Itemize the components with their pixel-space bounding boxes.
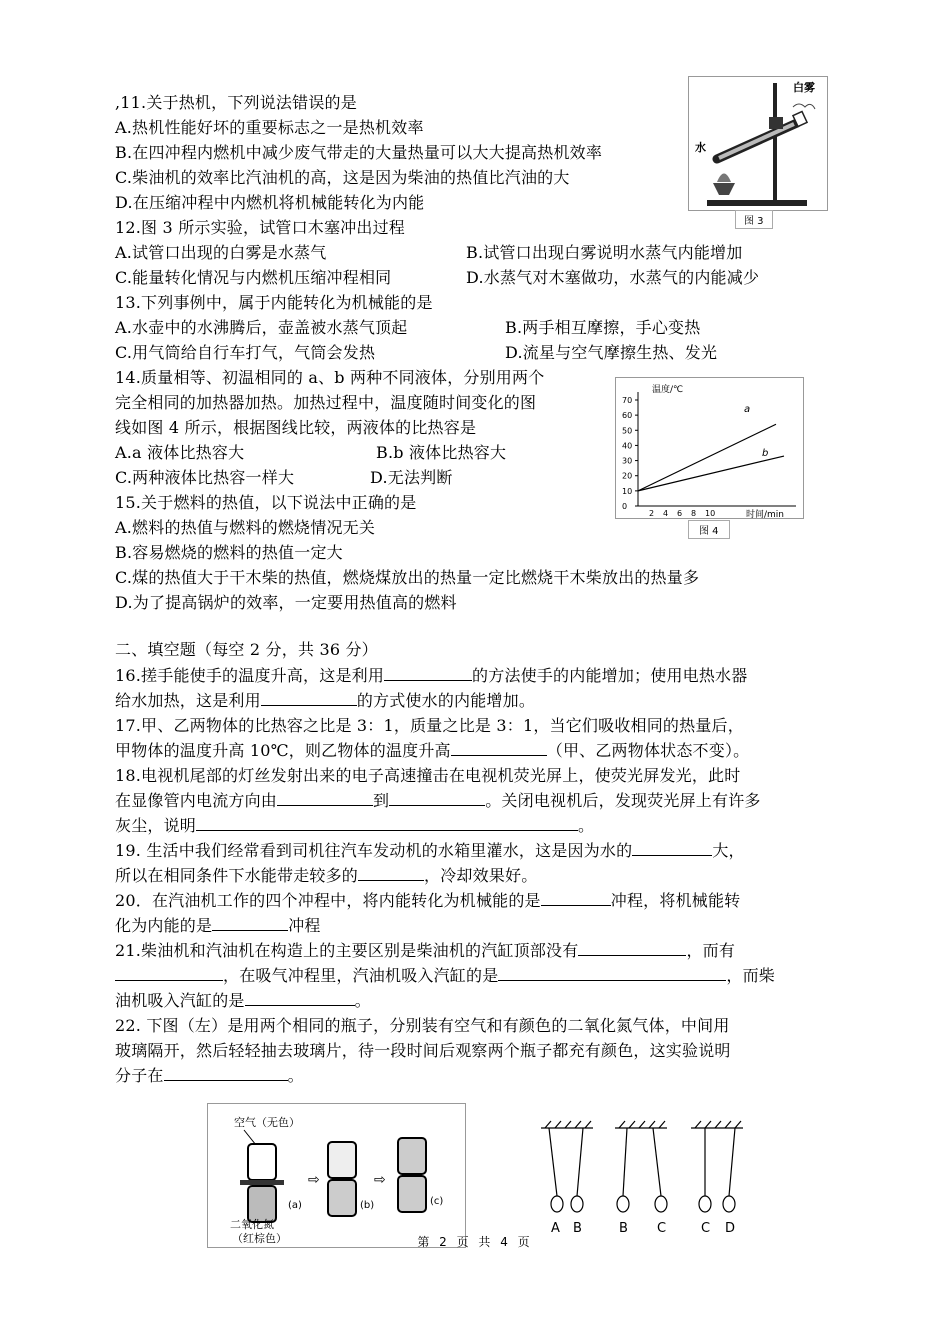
q15-option-b: B.容易燃烧的燃料的热值一定大 [115,543,343,562]
answer-blank[interactable] [115,966,223,981]
q14-line1: 14.质量相等、初温相同的 a、b 两种不同液体，分别用两个 [115,368,545,387]
answer-blank[interactable] [541,891,611,906]
q11-option-d: D.在压缩冲程中内燃机将机械能转化为内能 [115,193,425,212]
series-b-label: b [762,448,769,459]
fog-label: 白雾 [793,81,815,94]
q13-option-b: B.两手相互摩擦，手心变热 [505,318,701,337]
y-tick-label: 60 [622,411,633,421]
section-heading: 二、填空题（每空 2 分，共 36 分） [115,640,378,659]
q22-line2: 玻璃隔开，然后轻轻抽去玻璃片，待一段时间后观察两个瓶子都充有颜色，这实验说明 [115,1041,731,1060]
q19-line1: 19. 生活中我们经常看到司机往汽车发动机的水箱里灌水，这是因为水的 大， [115,841,745,860]
q12-option-d: D.水蒸气对木塞做功，水蒸气的内能减少 [466,268,760,287]
y-tick-label: 20 [622,471,633,481]
series-a-label: a [744,404,751,415]
q20-line1: 20．在汽油机工作的四个冲程中，将内能转化为机械能的是 冲程，将机械能转 [115,891,741,910]
q13-option-c: C.用气筒给自行车打气，气筒会发热 [115,343,376,362]
figure-4-chart [615,377,804,537]
q11-option-a: A.热机性能好坏的重要标志之一是热机效率 [115,118,424,137]
q16-line1: 16.搓手能使手的温度升高，这是利用 的方法使手的内能增加；使用电热水器 [115,666,748,685]
q14-line3: 线如图 4 所示，根据图线比较，两液体的比热容是 [115,418,477,437]
pendulum-label: D [725,1221,736,1236]
q13-stem: 13.下列事例中，属于内能转化为机械能的是 [115,293,433,312]
q14-option-b: B.b 液体比热容大 [376,443,507,462]
y-tick-label: 30 [622,456,633,466]
q16-line2: 给水加热，这是利用 的方式使水的内能增加。 [115,691,536,710]
q21-line3: 油机吸入汽缸的是 。 [115,991,371,1010]
q14-option-a: A.a 液体比热容大 [115,443,245,462]
answer-blank[interactable] [261,691,357,706]
q18-line3: 灰尘，说明 。 [115,816,595,835]
y-tick-label: 40 [622,441,633,451]
x-tick-label: 4 [663,509,669,518]
q22-line3: 分子在 。 [115,1066,304,1085]
no2-label: 二氧化氮 [230,1218,274,1231]
answer-blank[interactable] [384,666,472,681]
x-tick-label: 6 [677,509,683,518]
q14-option-d: D.无法判断 [370,468,453,487]
y-axis-label: 温度/℃ [652,385,684,395]
q13-option-a: A.水壶中的水沸腾后，壶盖被水蒸气顶起 [115,318,408,337]
answer-blank[interactable] [212,916,288,931]
diffusion-figure [207,1103,466,1248]
q14-option-c: C.两种液体比热容一样大 [115,468,295,487]
color-label: （红棕色） [232,1232,287,1245]
label-c: (c) [430,1196,444,1207]
pendulum-label: C [657,1221,667,1236]
q11-option-b: B.在四冲程内燃机中减少废气带走的大量热量可以大大提高热机效率 [115,143,603,162]
answer-blank[interactable] [498,966,726,981]
label-b: (b) [360,1200,375,1211]
q13-option-d: D.流星与空气摩擦生热、发光 [505,343,718,362]
pendulum-label: B [619,1221,628,1236]
x-tick-label: 10 [705,509,716,518]
q21-line2: ，在吸气冲程里，汽油机吸入汽缸的是 ，而柴 [115,966,775,986]
y-tick-label: 70 [622,396,633,405]
q22-line1: 22. 下图（左）是用两个相同的瓶子，分别装有空气和有颜色的二氧化氮气体，中间用 [115,1016,730,1035]
series-line-b [638,456,784,491]
y-tick-label: 0 [622,502,628,511]
q11-stem: ,11.关于热机，下列说法错误的是 [115,93,357,112]
answer-blank[interactable] [277,791,373,806]
q17-line1: 17.甲、乙两物体的比热容之比是 3：1，质量之比是 3：1，当它们吸收相同的热量后， [115,716,744,735]
q21-line1: 21.柴油机和汽油机在构造上的主要区别是柴油机的汽缸顶部没有 ，而有 [115,941,736,960]
x-tick-label: 8 [691,509,697,518]
answer-blank[interactable] [196,816,578,831]
q11-option-c: C.柴油机的效率比汽油机的高，这是因为柴油的热值比汽油的大 [115,168,570,187]
q19-line2: 所以在相同条件下水能带走较多的 ，冷却效果好。 [115,866,538,885]
arrow-icon: ⇨ [308,1172,320,1188]
y-tick-label: 50 [622,426,633,436]
pendulum-figure [535,1118,755,1238]
pendulum-label: A [551,1221,560,1236]
pendulum-label: B [573,1221,582,1236]
q20-line2: 化为内能的是 冲程 [115,916,321,935]
page-footer: 第 2 页 共 4 页 [417,1235,533,1249]
air-label: 空气（无色） [234,1116,300,1129]
arrow-icon: ⇨ [374,1172,386,1188]
answer-blank[interactable] [358,866,424,881]
figure-3-test-tube [688,76,828,227]
q15-option-c: C.煤的热值大于干木柴的热值，燃烧煤放出的热量一定比燃烧干木柴放出的热量多 [115,568,700,587]
label-a: (a) [288,1200,302,1211]
y-tick-label: 10 [622,486,633,496]
q12-option-a: A.试管口出现的白雾是水蒸气 [115,243,327,262]
answer-blank[interactable] [164,1066,288,1081]
q15-stem: 15.关于燃料的热值，以下说法中正确的是 [115,493,417,512]
q12-option-c: C.能量转化情况与内燃机压缩冲程相同 [115,268,392,287]
q12-option-b: B.试管口出现白雾说明水蒸气内能增加 [466,243,743,262]
water-label: 水 [695,141,706,154]
q17-line2: 甲物体的温度升高 10℃，则乙物体的温度升高 （甲、乙两物体状态不变）。 [115,741,750,760]
answer-blank[interactable] [389,791,485,806]
q12-stem: 12.图 3 所示实验，试管口木塞冲出过程 [115,218,405,237]
answer-blank[interactable] [578,941,686,956]
q15-option-d: D.为了提高锅炉的效率，一定要用热值高的燃料 [115,593,457,612]
q14-line2: 完全相同的加热器加热。加热过程中，温度随时间变化的图 [115,393,537,412]
series-line-a [638,424,776,491]
x-axis-label: 时间/min [746,510,785,518]
figure-3-caption: 图 3 [735,210,773,229]
pendulum-label: C [701,1221,711,1236]
x-tick-label: 2 [649,509,655,518]
answer-blank[interactable] [451,741,547,756]
figure-4-caption: 图 4 [688,520,730,539]
q15-option-a: A.燃料的热值与燃料的燃烧情况无关 [115,518,376,537]
q18-line1: 18.电视机尾部的灯丝发射出来的电子高速撞击在电视机荧光屏上，使荧光屏发光，此时 [115,766,741,785]
q18-line2: 在显像管内电流方向由 到 。关闭电视机后，发现荧光屏上有许多 [115,791,761,810]
answer-blank[interactable] [245,991,355,1006]
answer-blank[interactable] [632,841,712,856]
